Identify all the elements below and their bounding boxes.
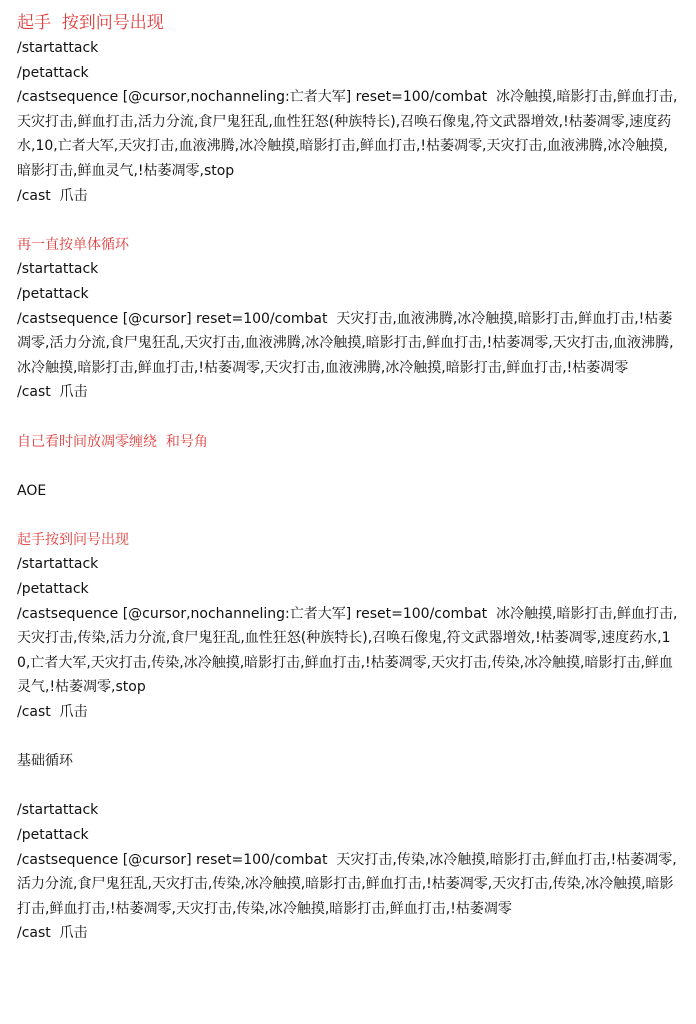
macro-line-startattack: /startattack bbox=[17, 40, 99, 56]
macro-line-petattack: /petattack bbox=[17, 285, 89, 302]
macro-line-petattack: /petattack bbox=[17, 827, 89, 843]
section-heading-aoe-opener: 起手按到问号出现 bbox=[17, 531, 129, 548]
macro-line-startattack: /startattack bbox=[17, 556, 99, 573]
macro-line-startattack: /startattack bbox=[17, 802, 99, 819]
macro-line-castsequence: /castsequence [@cursor] reset=100/combat 天灾打击,血液沸腾,冰冷触摸,暗影打击,鲜血打击,!枯萎凋零,活力分流,食尸鬼狂乱,天灾打击,血液沸腾,冰冷触摸,暗影打击,鲜血打击,!枯萎凋零,天灾打击,血液沸腾,冰冷触摸,暗影打击,鲜血打击,!枯萎凋零,天灾打击,血液沸腾,冰冷触摸,暗影打击,鲜血打击,!枯萎凋零 bbox=[17, 310, 674, 376]
document-body bbox=[17, 10, 681, 946]
macro-line-cast: /cast 爪击 bbox=[17, 384, 88, 401]
macro-line-castsequence: /castsequence [@cursor] reset=100/combat 天灾打击,传染,冰冷触摸,暗影打击,鲜血打击,!枯萎凋零,活力分流,食尸鬼狂乱,天灾打击,传染,冰冷触摸,暗影打击,鲜血打击,!枯萎凋零,天灾打击,传染,冰冷触摸,暗影打击,鲜血打击,!枯萎凋零,天灾打击,传染,冰冷触摸,暗影打击,鲜血打击,!枯萎凋零 bbox=[17, 851, 677, 917]
section-heading-single-target: 再一直按单体循环 bbox=[17, 236, 129, 253]
macro-line-startattack: /startattack bbox=[17, 261, 99, 278]
section-heading-note: 自己看时间放凋零缠绕 和号角 bbox=[17, 433, 208, 450]
macro-line-petattack: /petattack bbox=[17, 64, 89, 81]
macro-line-castsequence: /castsequence [@cursor,nochanneling:亡者大军] reset=100/combat 冰冷触摸,暗影打击,鲜血打击,天灾打击,鲜血打击,活力分流,食尸鬼狂乱,血性狂怒(种族特长),召唤石像鬼,符文武器增效,!枯萎凋零,速度药水,10,亡者大军,天灾打击,血液沸腾,冰冷触摸,暗影打击,鲜血打击,!枯萎凋零,天灾打击,血液沸腾,冰冷触摸,暗影打击,鲜血灵气,!枯萎凋零,stop bbox=[17, 89, 678, 179]
spacer bbox=[17, 774, 681, 799]
section-heading-opener: 起手 按到问号出现 bbox=[17, 13, 164, 33]
spacer bbox=[17, 454, 681, 479]
macro-line-cast: /cast 爪击 bbox=[17, 704, 88, 721]
spacer bbox=[17, 405, 681, 430]
macro-line-cast: /cast 爪击 bbox=[17, 187, 88, 204]
basic-loop-label: 基础循环 bbox=[17, 753, 73, 770]
spacer bbox=[17, 208, 681, 233]
macro-line-petattack: /petattack bbox=[17, 581, 89, 598]
macro-line-castsequence: /castsequence [@cursor,nochanneling:亡者大军] reset=100/combat 冰冷触摸,暗影打击,鲜血打击,天灾打击,传染,活力分流,食尸鬼狂乱,血性狂怒(种族特长),召唤石像鬼,符文武器增效,!枯萎凋零,速度药水,10,亡者大军,天灾打击,传染,冰冷触摸,暗影打击,鲜血打击,!枯萎凋零,天灾打击,传染,冰冷触摸,暗影打击,鲜血灵气,!枯萎凋零,stop bbox=[17, 605, 678, 696]
spacer bbox=[17, 503, 681, 528]
spacer bbox=[17, 725, 681, 750]
macro-line-cast: /cast 爪击 bbox=[17, 925, 88, 942]
aoe-label: AOE bbox=[17, 482, 47, 499]
